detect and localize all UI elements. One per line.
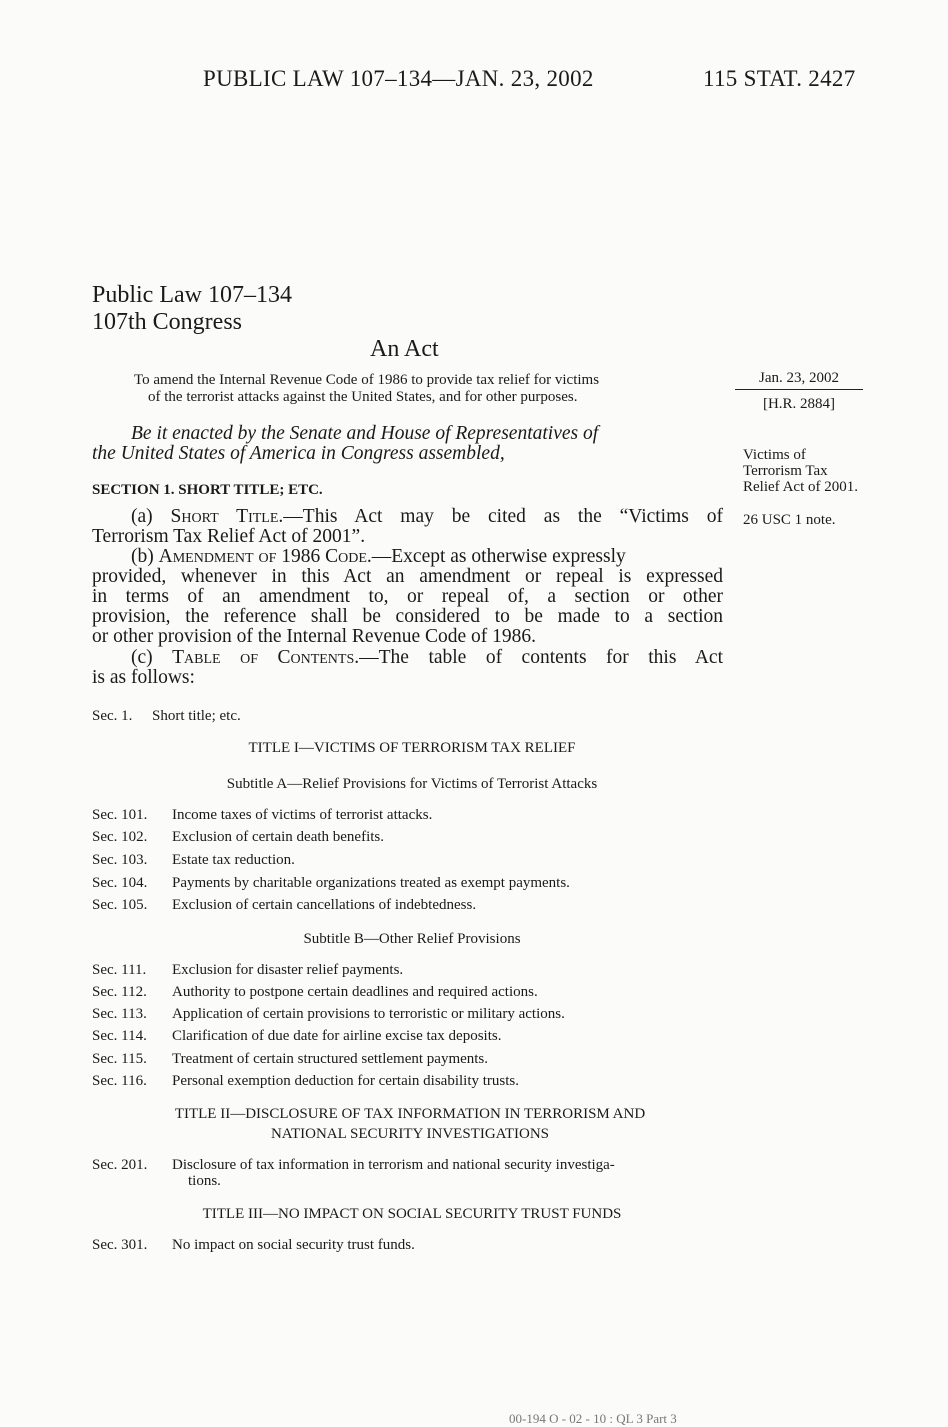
toc-sec-105-title: Exclusion of certain cancellations of indebtedness. xyxy=(172,897,477,913)
toc-sec-301-title: No impact on social security trust funds. xyxy=(172,1237,415,1253)
subsection-b-line-5: or other provision of the Internal Revenue Code of 1986. xyxy=(92,626,537,647)
toc-sec-201-title-line-1: Disclosure of tax information in terrorism and national security investiga- xyxy=(172,1157,615,1173)
purpose-line-1: To amend the Internal Revenue Code of 1986 to provide tax relief for victims xyxy=(134,372,600,388)
toc-sec-101-number: Sec. 101. xyxy=(92,807,148,823)
toc-title-3: TITLE III—NO IMPACT ON SOCIAL SECURITY TRUST FUNDS xyxy=(202,1206,622,1222)
toc-title-2-line-2: NATIONAL SECURITY INVESTIGATIONS xyxy=(270,1126,550,1142)
act-heading: An Act xyxy=(370,336,439,362)
margin-note-short-title: Victims of Terrorism Tax Relief Act of 2001. xyxy=(743,447,858,495)
purpose-line-2: of the terrorist attacks against the United States, and for other purposes. xyxy=(148,389,578,405)
toc-sec-113-number: Sec. 113. xyxy=(92,1006,147,1022)
toc-sec-116-number: Sec. 116. xyxy=(92,1073,147,1089)
toc-sec-1-title: Short title; etc. xyxy=(152,708,241,724)
toc-sec-103-title: Estate tax reduction. xyxy=(172,852,295,868)
toc-sec-201-title-line-2: tions. xyxy=(188,1173,221,1189)
section-1-heading: SECTION 1. SHORT TITLE; ETC. xyxy=(92,482,323,498)
running-header-law: PUBLIC LAW 107–134—JAN. 23, 2002 xyxy=(203,66,594,91)
subsection-a-caption: Short Title xyxy=(170,506,279,527)
subsection-b-caption: Amendment of 1986 Code xyxy=(158,546,367,567)
subsection-b-line-3: in terms of an amendment to, or repeal of, a section or other xyxy=(92,586,723,607)
subsection-c-caption: Table of Contents xyxy=(172,647,355,668)
margin-note-date: Jan. 23, 2002 xyxy=(735,370,863,390)
toc-sec-301-number: Sec. 301. xyxy=(92,1237,148,1253)
toc-sec-112-title: Authority to postpone certain deadlines and required actions. xyxy=(172,984,538,1000)
toc-sec-105-number: Sec. 105. xyxy=(92,897,148,913)
toc-sec-115-title: Treatment of certain structured settlement payments. xyxy=(172,1051,489,1067)
toc-title-1: TITLE I—VICTIMS OF TERRORISM TAX RELIEF xyxy=(248,740,576,756)
subsection-a-line-2: Terrorism Tax Relief Act of 2001”. xyxy=(92,526,366,547)
subsection-b-line-1: (b) Amendment of 1986 Code.—Except as otherwise expressly xyxy=(131,546,626,567)
toc-sec-113-title: Application of certain provisions to terroristic or military actions. xyxy=(172,1006,565,1022)
toc-sec-1-number: Sec. 1. xyxy=(92,708,133,724)
toc-sec-112-number: Sec. 112. xyxy=(92,984,147,1000)
enacting-clause-line-1: Be it enacted by the Senate and House of Representatives of xyxy=(131,423,599,444)
subsection-b-line-4: provision, the reference shall be considered to be made to a section xyxy=(92,606,723,627)
subsection-c-line-2: is as follows: xyxy=(92,667,195,688)
toc-sec-114-number: Sec. 114. xyxy=(92,1028,147,1044)
congress-number: 107th Congress xyxy=(92,309,242,335)
subsection-a-line-1: (a) Short Title.—This Act may be cited as the “Victims of xyxy=(131,506,723,527)
toc-sec-114-title: Clarification of due date for airline excise tax deposits. xyxy=(172,1028,502,1044)
public-law-number: Public Law 107–134 xyxy=(92,282,292,308)
toc-sec-103-number: Sec. 103. xyxy=(92,852,148,868)
margin-note-usc: 26 USC 1 note. xyxy=(743,512,836,528)
toc-sec-111-title: Exclusion for disaster relief payments. xyxy=(172,962,404,978)
toc-subtitle-a: Subtitle A—Relief Provisions for Victims of Terrorist Attacks xyxy=(226,776,598,792)
toc-sec-116-title: Personal exemption deduction for certain disability trusts. xyxy=(172,1073,520,1089)
subsection-c-line-1: (c) Table of Contents.—The table of contents for this Act xyxy=(131,647,723,668)
toc-sec-102-number: Sec. 102. xyxy=(92,829,148,845)
toc-sec-104-number: Sec. 104. xyxy=(92,875,148,891)
subsection-b-line-2: provided, whenever in this Act an amendment or repeal is expressed xyxy=(92,566,723,587)
toc-title-2-line-1: TITLE II—DISCLOSURE OF TAX INFORMATION IN TERRORISM AND xyxy=(174,1106,646,1122)
toc-sec-102-title: Exclusion of certain death benefits. xyxy=(172,829,385,845)
enacting-clause-line-2: the United States of America in Congress assembled, xyxy=(92,443,505,464)
running-header-stat: 115 STAT. 2427 xyxy=(703,66,856,91)
toc-sec-101-title: Income taxes of victims of terrorist attacks. xyxy=(172,807,433,823)
margin-note-bill: [H.R. 2884] xyxy=(762,396,836,412)
toc-sec-201-number: Sec. 201. xyxy=(92,1157,148,1173)
print-footer: 00-194 O - 02 - 10 : QL 3 Part 3 xyxy=(509,1411,677,1426)
toc-sec-111-number: Sec. 111. xyxy=(92,962,147,978)
toc-sec-115-number: Sec. 115. xyxy=(92,1051,147,1067)
toc-sec-104-title: Payments by charitable organizations treated as exempt payments. xyxy=(172,875,570,891)
toc-subtitle-b: Subtitle B—Other Relief Provisions xyxy=(303,931,521,947)
